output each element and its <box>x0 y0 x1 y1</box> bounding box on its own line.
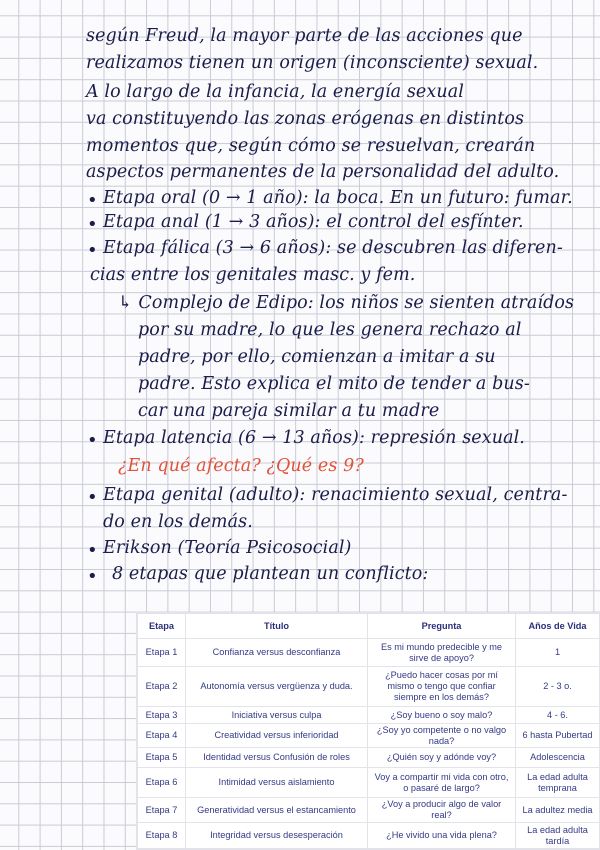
bullet-erikson: Erikson (Teoría Psicosocial) <box>103 538 352 558</box>
note-line-5: momentos que, según cómo se resuelvan, crearán <box>86 136 536 156</box>
table-row <box>138 707 600 724</box>
cell-etapa: Etapa 6 <box>138 768 186 798</box>
cell-anos: 2 - 3 o. <box>516 667 600 707</box>
cell-pregunta: ¿He vivido una vida plena? <box>368 823 516 849</box>
table-row <box>138 823 600 849</box>
table-row <box>138 798 600 823</box>
header-titulo: Título <box>186 614 368 639</box>
bullet-dot-icon: • <box>87 566 98 587</box>
cell-anos: La adultez media <box>516 798 600 823</box>
bullet-falica-cont: cias entre los genitales masc. y fem. <box>90 265 416 285</box>
cell-titulo: Identidad versus Confusión de roles <box>186 748 368 768</box>
cell-pregunta: ¿Soy yo competente o no valgo nada? <box>368 724 516 748</box>
cell-titulo: Intimidad versus aislamiento <box>186 768 368 798</box>
cell-titulo: Generatividad versus el estancamiento <box>186 798 368 823</box>
table-row <box>138 639 600 667</box>
bullet-dot-icon: • <box>87 540 98 561</box>
bullet-dot-icon: • <box>87 430 98 451</box>
cell-anos: 6 hasta Pubertad <box>516 724 600 748</box>
edipo-line-4: padre. Esto explica el mito de tender a bus- <box>138 374 530 394</box>
cell-pregunta: ¿Puedo hacer cosas por mí mismo o tengo que confiar siempre en los demás? <box>368 667 516 707</box>
cell-titulo: Autonomía versus vergüenza y duda. <box>186 667 368 707</box>
note-line-3: A lo largo de la infancia, la energía sexual <box>86 82 464 102</box>
cell-anos: 4 - 6. <box>516 707 600 724</box>
cell-etapa: Etapa 2 <box>138 667 186 707</box>
bullet-latencia: Etapa latencia (6 → 13 años): represión sexual. <box>103 428 525 448</box>
cell-anos: 1 <box>516 639 600 667</box>
cell-pregunta: Voy a compartir mi vida con otro, o pasaré de largo? <box>368 768 516 798</box>
cell-etapa: Etapa 4 <box>138 724 186 748</box>
bullet-etapas: 8 etapas que plantean un conflicto: <box>112 564 429 584</box>
cell-pregunta: Es mi mundo predecible y me sirve de apoyo? <box>368 639 516 667</box>
cell-anos: Adolescencia <box>516 748 600 768</box>
stages-table <box>137 613 600 849</box>
table-row <box>138 724 600 748</box>
edipo-line-1: ↳ Complejo de Edipo: los niños se sienten atraídos <box>118 293 575 313</box>
bullet-dot-icon: • <box>87 190 98 211</box>
edipo-line-5: car una pareja similar a tu madre <box>138 401 440 421</box>
note-line-4: va constituyendo las zonas erógenas en distintos <box>86 109 525 129</box>
cell-etapa: Etapa 5 <box>138 748 186 768</box>
cell-titulo: Confianza versus desconfianza <box>186 639 368 667</box>
bullet-genital-cont: do en los demás. <box>103 512 253 532</box>
note-line-2: realizamos tienen un origen (inconsciente) sexual. <box>86 53 539 73</box>
cell-titulo: Integridad versus desesperación <box>186 823 368 849</box>
note-line-6: aspectos permanentes de la personalidad del adulto. <box>86 162 560 182</box>
bullet-genital: Etapa genital (adulto): renacimiento sexual, centra- <box>103 485 568 505</box>
table-header-row <box>138 614 600 639</box>
header-pregunta: Pregunta <box>368 614 516 639</box>
bullet-dot-icon: • <box>87 487 98 508</box>
cell-titulo: Iniciativa versus culpa <box>186 707 368 724</box>
cell-anos: La edad adulta tardía <box>516 823 600 849</box>
header-etapa: Etapa <box>138 614 186 639</box>
cell-etapa: Etapa 7 <box>138 798 186 823</box>
header-anos: Años de Vida <box>516 614 600 639</box>
cell-anos: La edad adulta temprana <box>516 768 600 798</box>
bullet-oral: Etapa oral (0 → 1 año): la boca. En un futuro: fumar. <box>103 188 573 208</box>
note-line-1: según Freud, la mayor parte de las acciones que <box>86 26 523 46</box>
bullet-falica: Etapa fálica (3 → 6 años): se descubren las diferen- <box>103 238 563 258</box>
table-row <box>138 667 600 707</box>
edipo-line-3: padre, por ello, comienzan a imitar a su <box>138 347 496 367</box>
edipo-line-2: por su madre, lo que les genera rechazo al <box>138 320 522 340</box>
cell-etapa: Etapa 1 <box>138 639 186 667</box>
cell-pregunta: ¿Voy a producir algo de valor real? <box>368 798 516 823</box>
question-note: ¿En qué afecta? ¿Qué es 9? <box>118 456 364 476</box>
erikson-stages-table <box>136 612 600 850</box>
table-row <box>138 748 600 768</box>
bullet-anal: Etapa anal (1 → 3 años): el control del esfínter. <box>103 212 524 232</box>
cell-pregunta: ¿Soy bueno o soy malo? <box>368 707 516 724</box>
cell-titulo: Creatividad versus inferioridad <box>186 724 368 748</box>
bullet-dot-icon: • <box>87 240 98 261</box>
bullet-dot-icon: • <box>87 214 98 235</box>
cell-etapa: Etapa 3 <box>138 707 186 724</box>
cell-pregunta: ¿Quién soy y adónde voy? <box>368 748 516 768</box>
cell-etapa: Etapa 8 <box>138 823 186 849</box>
table-row <box>138 768 600 798</box>
